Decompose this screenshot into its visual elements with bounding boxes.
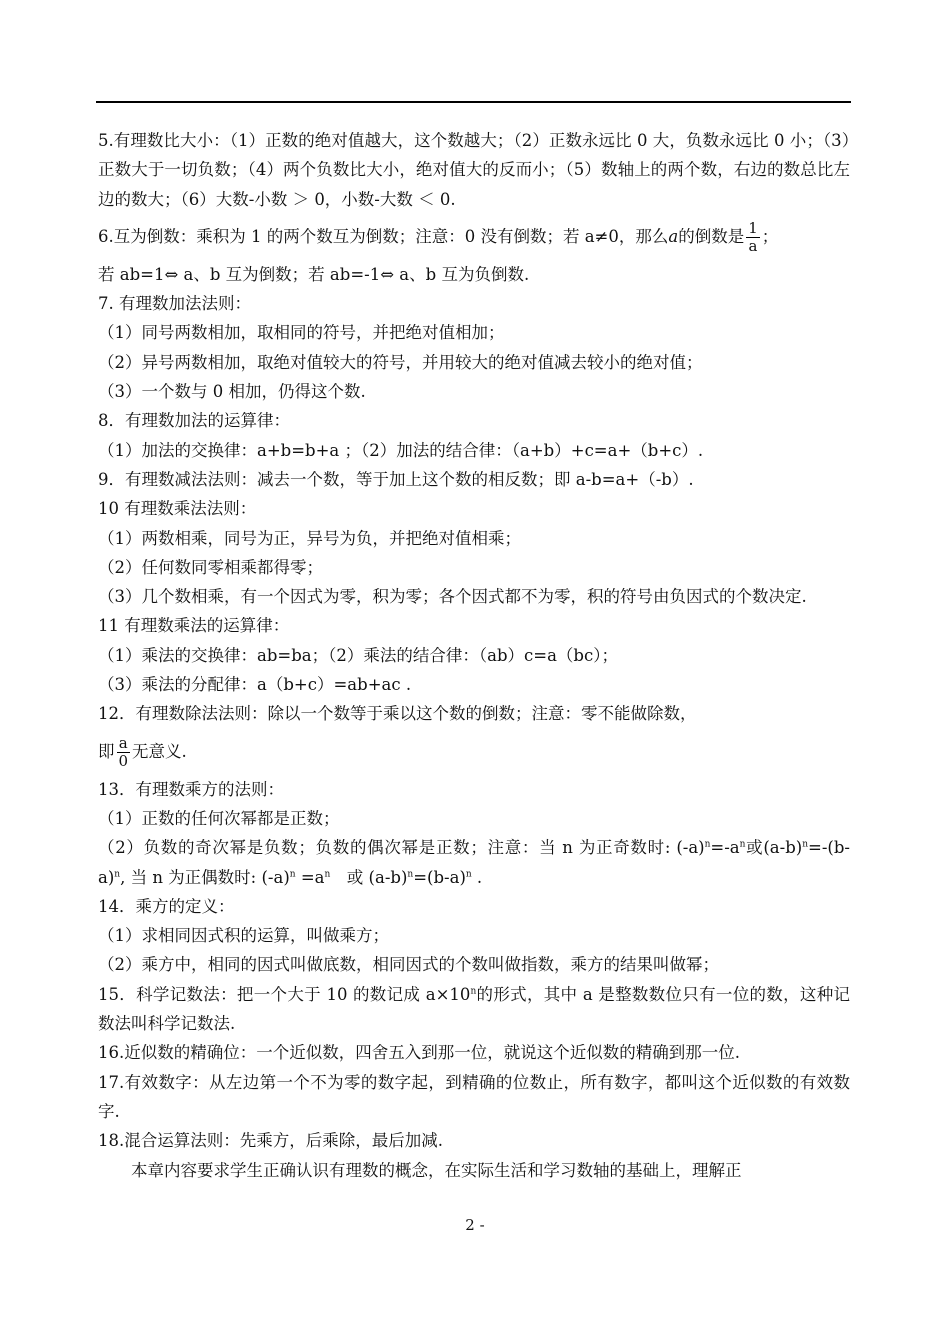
page-number: 2 - bbox=[465, 1216, 485, 1234]
rule-7-item-3: （3）一个数与 0 相加，仍得这个数. bbox=[98, 382, 366, 402]
rule-12-continued: 即 $\frac{a}{0}$ 无意义. bbox=[98, 733, 187, 770]
rule-12: 12．有理数除法法则：除以一个数等于乘以这个数的倒数；注意：零不能做除数， bbox=[98, 704, 697, 724]
rule-16: 16.近似数的精确位：一个近似数，四舍五入到那一位，就说这个近似数的精确到那一位. bbox=[98, 1043, 740, 1063]
rule-5-compare: 5.有理数比大小：（1）正数的绝对值越大，这个数越大；（2）正数永远比 0 大，负数永远比 0 小；（3）正数大于一切负数；（4）两个负数比大小，绝对值大的反而小；（5）数轴上的两个数，右边的数总比左边的数大；（6）大数-小数 ＞ 0，小数-大数 ＜ 0. bbox=[98, 131, 850, 209]
rule-13-item-2: （2）负数的奇次幂是负数；负数的偶次幂是正数；注意：当 n 为正奇数时: $(-a)^n=-a^n$或$(a-b)^n=-(b-a)^n$, 当 n 为正偶数时: $(-a)^n =a^n$ 或 $(a-b)^n=(b-a)^n$ . bbox=[98, 838, 850, 887]
rule-11-heading: 11 有理数乘法的运算律： bbox=[98, 616, 290, 636]
rule-9: 9．有理数减法法则：减去一个数，等于加上这个数的相反数；即 a-b=a+（-b）. bbox=[98, 469, 694, 489]
rule-14-heading: 14．乘方的定义： bbox=[98, 896, 235, 916]
summary-paragraph: 本章内容要求学生正确认识有理数的概念，在实际生活和学习数轴的基础上，理解正 bbox=[131, 1160, 742, 1180]
rule-14-item-2: （2）乘方中，相同的因式叫做底数，相同因式的个数叫做指数，乘方的结果叫做幂； bbox=[98, 955, 719, 975]
rule-7-item-1: （1）同号两数相加，取相同的符号，并把绝对值相加； bbox=[98, 323, 505, 343]
header-rule bbox=[96, 101, 851, 103]
rule-11-item-1: （1）乘法的交换律：ab=ba；（2）乘法的结合律：（ab）c=a（bc）； bbox=[98, 645, 618, 665]
rule-10-item-1: （1）两数相乘，同号为正，异号为负，并把绝对值相乘； bbox=[98, 528, 521, 548]
rule-8-item-1: （1）加法的交换律：a+b=b+a ；（2）加法的结合律：（a+b）+c=a+（b+c）. bbox=[98, 440, 704, 460]
document-body bbox=[98, 126, 850, 1185]
rule-13-heading: 13．有理数乘方的法则： bbox=[98, 779, 284, 799]
rule-17: 17.有效数字：从左边第一个不为零的数字起，到精确的位数止，所有数字，都叫这个近似数的有效数字. bbox=[98, 1072, 850, 1121]
rule-6-reciprocal: 6.互为倒数：乘积为 1 的两个数互为倒数；注意：0 没有倒数；若 a≠0，那么a的倒数是 $\frac{1}{a}$ ； bbox=[98, 218, 779, 255]
fraction-1-over-a: $\frac{1}{a}$ bbox=[748, 218, 758, 255]
rule-10-heading: 10 有理数乘法法则： bbox=[98, 499, 257, 519]
rule-6-reciprocal-2: 若 ab=1⇔ a、b 互为倒数；若 ab=-1⇔ a、b 互为负倒数. bbox=[98, 264, 530, 284]
rule-8-heading: 8．有理数加法的运算律： bbox=[98, 411, 290, 431]
rule-15-scientific-notation: 15．科学记数法：把一个大于 10 的数记成 $a\times 10^n$的形式，其中 a 是整数数位只有一位的数，这种记数法叫科学记数法. bbox=[98, 984, 851, 1034]
rule-18: 18.混合运算法则：先乘方，后乘除，最后加减. bbox=[98, 1131, 443, 1151]
rule-7-heading: 7. 有理数加法法则： bbox=[98, 294, 251, 314]
rule-10-item-3: （3）几个数相乘，有一个因式为零，积为零；各个因式都不为零，积的符号由负因式的个数决定. bbox=[98, 587, 807, 607]
rule-13-item-1: （1）正数的任何次幂都是正数； bbox=[98, 808, 340, 828]
rule-11-item-2: （3）乘法的分配律：a（b+c）=ab+ac . bbox=[98, 675, 412, 695]
rule-10-item-2: （2）任何数同零相乘都得零； bbox=[98, 557, 323, 577]
fraction-a-over-0: $\frac{a}{0}$ bbox=[118, 733, 129, 770]
rule-14-item-1: （1）求相同因式积的运算，叫做乘方； bbox=[98, 926, 389, 946]
rule-7-item-2: （2）异号两数相加，取绝对值较大的符号，并用较大的绝对值减去较小的绝对值； bbox=[98, 352, 703, 372]
